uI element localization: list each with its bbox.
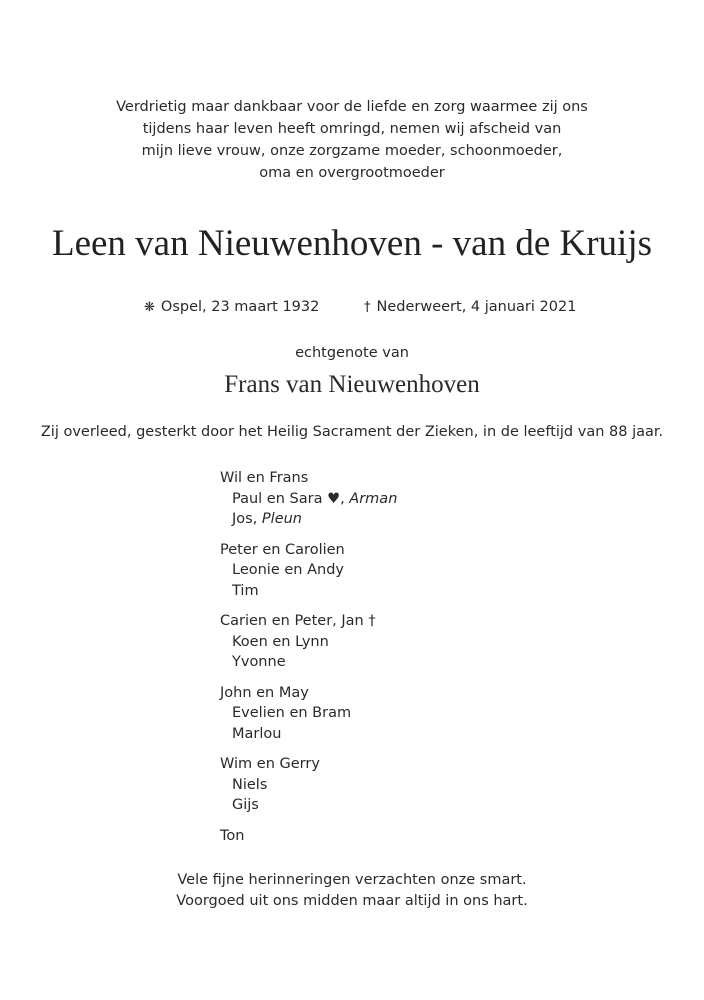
family-child: Gijs (232, 797, 259, 813)
family-child-names: Paul en Sara (232, 490, 323, 507)
family-parents: Ton (220, 827, 245, 844)
deceased-name: Leen van Nieuwenhoven - van de Kruijs (51, 223, 653, 264)
intro-text (0, 96, 704, 184)
great-grandchild-name: Pleun (261, 511, 302, 527)
death-note: Zij overleed, gesterkt door het Heilig Sacrament der Zieken, in de leeftijd van 88 jaar. (40, 424, 664, 440)
spouse-label: echtgenote van (295, 345, 409, 361)
intro-line: Verdrietig maar dankbaar voor de liefde en zorg waarmee zij ons (116, 99, 588, 115)
family-child: Leonie en Andy (232, 562, 344, 578)
family-parents: John en May (220, 684, 309, 701)
closing-line: Voorgoed uit ons midden maar altijd in ons hart. (176, 892, 528, 909)
birth-date: Ospel, 23 maart 1932 (160, 299, 320, 315)
family-parents: Peter en Carolien (220, 541, 345, 558)
family-list (220, 468, 520, 856)
birth-info (144, 297, 319, 318)
intro-line: mijn lieve vrouw, onze zorgzame moeder, schoonmoeder, (141, 143, 563, 159)
comma: , (340, 490, 345, 507)
family-parents: Carien en Peter, Jan † (220, 613, 376, 629)
family-group (220, 611, 520, 673)
family-child-names: Jos, (232, 511, 258, 527)
spouse-name: Frans van Nieuwenhoven (224, 371, 480, 398)
heart-icon: ♥ (327, 490, 341, 507)
family-child (220, 489, 520, 510)
family-group (220, 683, 520, 745)
great-grandchild-name: Arman (349, 490, 398, 507)
birth-star-icon: ❋ (144, 300, 155, 315)
closing-line: Vele fijne herinneringen verzachten onze smart. (177, 872, 527, 888)
family-parents: Wim en Gerry (220, 756, 320, 772)
family-group (220, 468, 520, 530)
closing-text (0, 870, 704, 911)
family-parents: Wil en Frans (220, 470, 309, 486)
family-group (220, 826, 520, 847)
intro-line: oma en overgrootmoeder (259, 165, 445, 181)
death-info (364, 297, 576, 318)
family-child (220, 509, 520, 530)
family-child: Koen en Lynn (232, 633, 329, 650)
family-child: Evelien en Bram (232, 705, 352, 721)
family-child: Marlou (232, 725, 282, 742)
family-child: Tim (232, 582, 259, 599)
death-date: Nederweert, 4 januari 2021 (376, 299, 577, 315)
family-child: Yvonne (232, 654, 286, 670)
death-cross-icon: † (364, 300, 371, 315)
family-group (220, 754, 520, 816)
intro-line: tijdens haar leven heeft omringd, nemen wij afscheid van (142, 121, 562, 137)
family-group (220, 540, 520, 602)
family-child: Niels (232, 776, 268, 793)
